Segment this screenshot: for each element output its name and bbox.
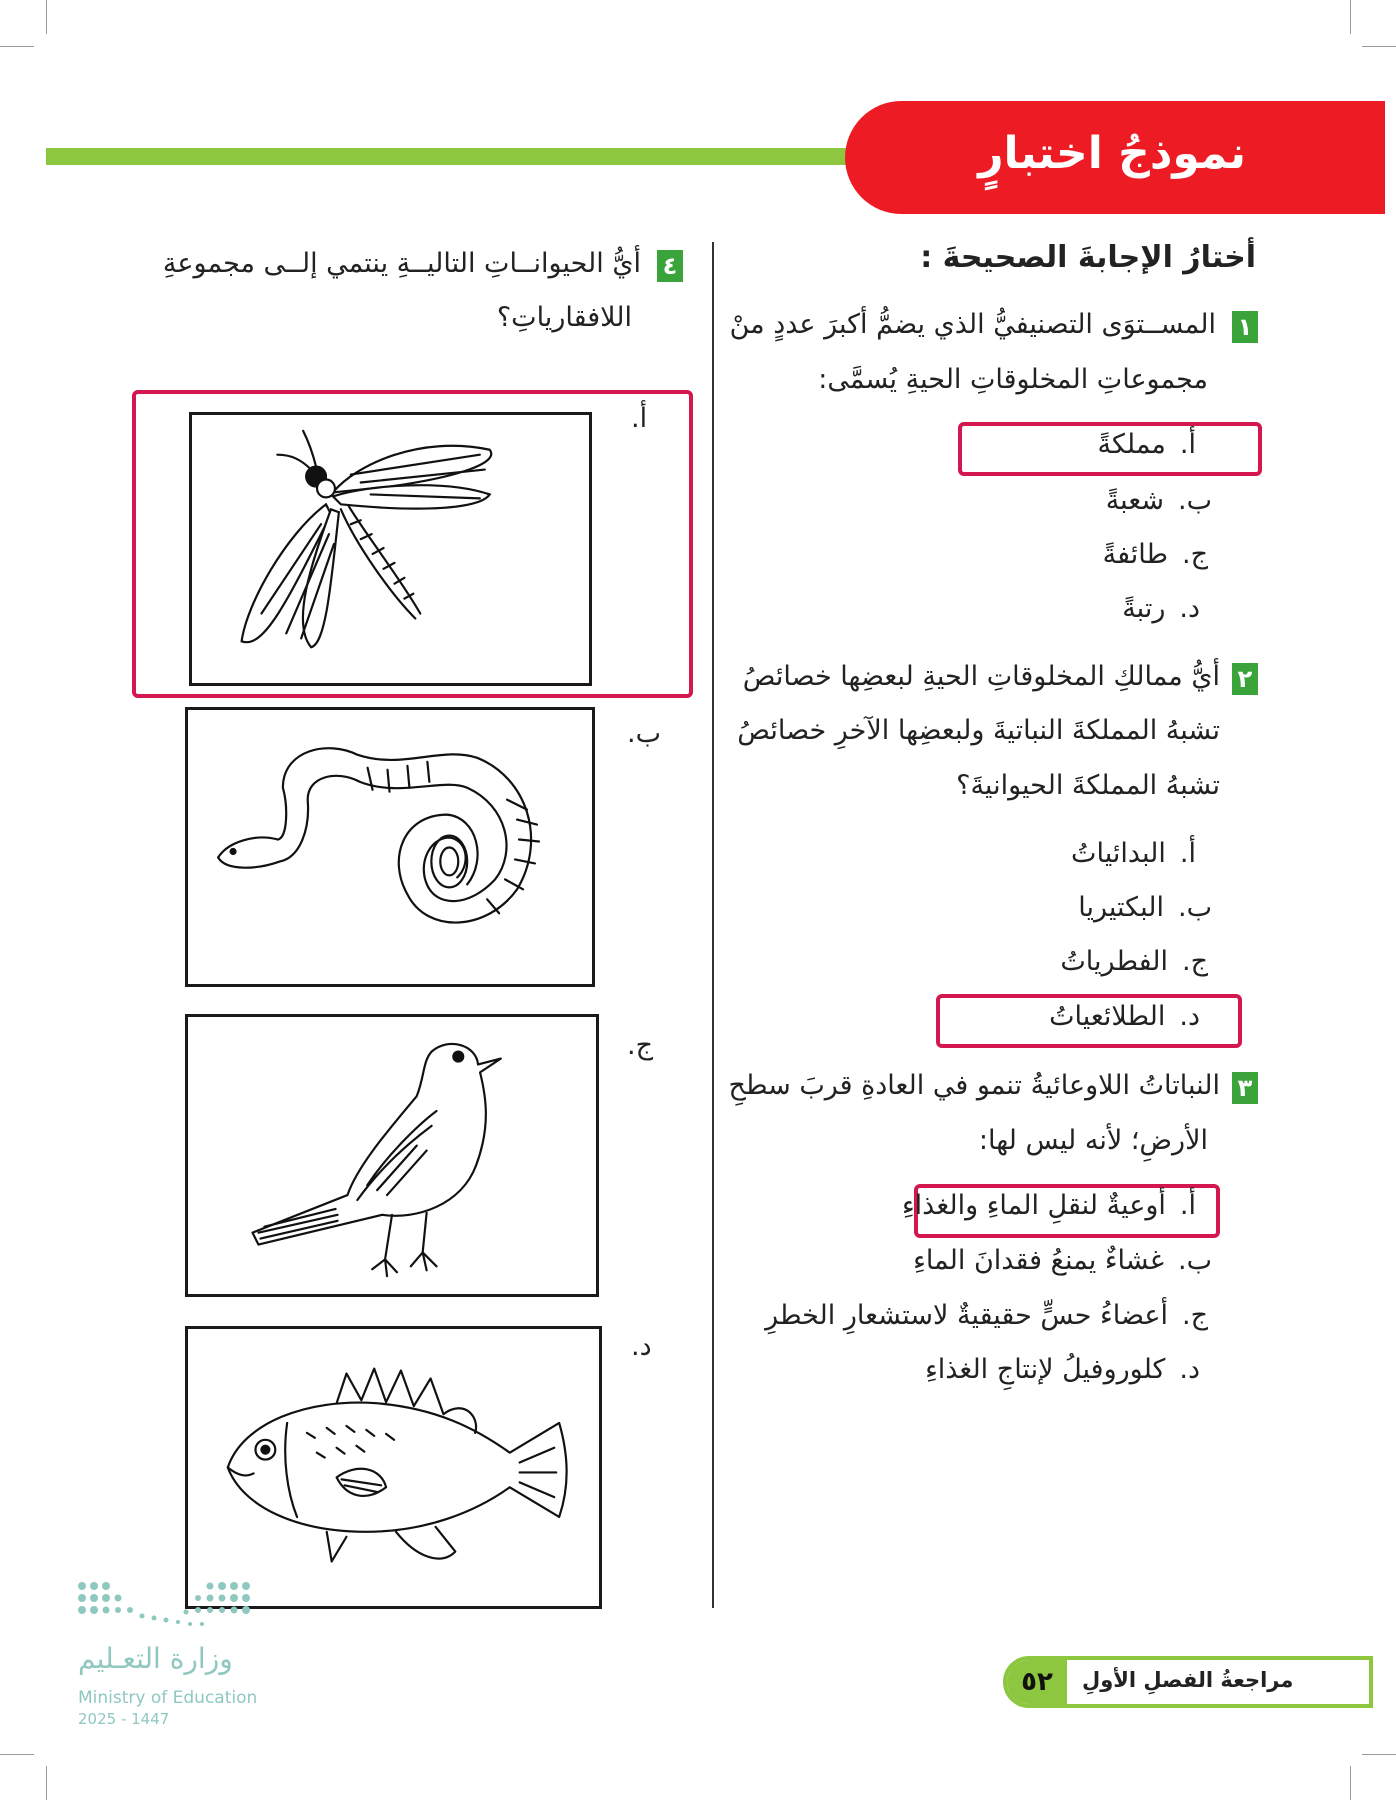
question-text: أيُّ الحيوانــاتِ التاليــةِ ينتمي إلــى مجموعةِ: [162, 248, 641, 279]
choice-text: البدائياتُ: [1071, 838, 1166, 869]
crop-mark: [46, 1766, 47, 1800]
choice-2c[interactable]: [1060, 946, 1208, 977]
choice-letter: د.: [1179, 1001, 1200, 1032]
ministry-logo-icon: [76, 1580, 252, 1630]
choice-1d[interactable]: [1122, 593, 1200, 624]
image-choice-b[interactable]: [185, 707, 595, 987]
choice-text: الطلائعياتُ: [1049, 1001, 1166, 1032]
choice-letter: ج.: [1181, 539, 1208, 570]
image-choice-c[interactable]: [185, 1014, 599, 1297]
question-text: مجموعاتِ المخلوقاتِ الحيةِ يُسمَّى:: [818, 364, 1208, 395]
question-text: تشبهُ المملكةَ النباتيةَ ولبعضِها الآخرِ خصائصُ: [737, 715, 1220, 746]
instructions-heading: أختارُ الإجابةَ الصحيحةَ :: [920, 240, 1256, 275]
crop-mark: [1362, 46, 1396, 47]
choice-letter: د.: [1179, 593, 1200, 624]
choice-letter: ب.: [1177, 485, 1212, 516]
choice-letter: ج.: [1181, 946, 1208, 977]
choice-text: أعضاءُ حسٍّ حقيقيةٌ لاستشعارِ الخطرِ: [765, 1300, 1168, 1331]
page-title: نموذجُ اختبارٍ: [978, 128, 1246, 179]
choice-2a[interactable]: [1071, 838, 1196, 869]
choice-text: الفطرياتُ: [1060, 946, 1168, 977]
choice-text: غشاءٌ يمنعُ فقدانَ الماءِ: [913, 1245, 1164, 1276]
choice-3d[interactable]: [925, 1354, 1200, 1385]
crop-mark: [0, 1754, 34, 1755]
choice-text: مملكةً: [1097, 429, 1166, 460]
snake-icon: [188, 710, 592, 984]
choice-1a[interactable]: [1098, 429, 1197, 460]
question-number-badge: ٣: [1232, 1072, 1258, 1104]
choice-letter: أ.: [1179, 429, 1196, 460]
choice-text: كلوروفيلُ لإنتاجِ الغذاءِ: [925, 1354, 1166, 1385]
ministry-name-english: Ministry of Education: [78, 1688, 258, 1708]
choice-letter: أ.: [1179, 838, 1196, 869]
choice-letter: ج.: [1181, 1300, 1208, 1331]
crop-mark: [1350, 0, 1351, 34]
choice-text: طائفةً: [1102, 539, 1168, 570]
column-divider: [712, 242, 714, 1608]
header-rule: [46, 148, 866, 165]
image-choice-a[interactable]: [189, 412, 592, 686]
image-choice-letter: د.: [631, 1331, 652, 1362]
choice-2b[interactable]: [1078, 892, 1212, 923]
crop-mark: [1362, 1754, 1396, 1755]
choice-3c[interactable]: [765, 1300, 1208, 1331]
question-text: اللافقارياتِ؟: [496, 302, 632, 333]
choice-text: رتبةً: [1122, 593, 1166, 624]
choice-1c[interactable]: [1103, 539, 1208, 570]
ministry-year: 2025 - 1447: [78, 1710, 170, 1728]
choice-letter: أ.: [1179, 1190, 1196, 1221]
question-text: أيُّ ممالكِ المخلوقاتِ الحيةِ لبعضِها خصائصُ: [742, 661, 1220, 692]
image-choice-d[interactable]: [185, 1326, 602, 1609]
choice-text: شعبةً: [1105, 485, 1164, 516]
choice-letter: ب.: [1177, 892, 1212, 923]
choice-text: أوعيةٌ لنقلِ الماءِ والغذاءِ: [901, 1190, 1166, 1221]
choice-letter: ب.: [1177, 1245, 1212, 1276]
image-choice-letter: ب.: [627, 718, 662, 749]
choice-text: البكتيريا: [1078, 892, 1164, 923]
ministry-name-arabic: وزارة التعـليم: [78, 1642, 233, 1675]
crop-mark: [46, 0, 47, 34]
dragonfly-icon: [192, 415, 589, 683]
footer-section-title: مراجعةُ الفصلِ الأولِ: [1082, 1668, 1294, 1692]
question-text: المســتوَى التصنيفيُّ الذي يضمُّ أكبرَ عددٍ منْ: [729, 309, 1216, 340]
question-number-badge: ١: [1232, 311, 1258, 343]
choice-letter: د.: [1179, 1354, 1200, 1385]
question-number-badge: ٢: [1232, 663, 1258, 695]
choice-2d[interactable]: [1049, 1001, 1200, 1032]
crop-mark: [0, 46, 34, 47]
image-choice-letter: أ.: [631, 403, 648, 434]
choice-3b[interactable]: [913, 1245, 1212, 1276]
page-number: ٥٢: [1007, 1660, 1067, 1704]
crop-mark: [1350, 1766, 1351, 1800]
question-text: الأرضِ؛ لأنه ليس لها:: [978, 1125, 1208, 1156]
question-number-badge: ٤: [657, 250, 683, 282]
choice-3a[interactable]: [902, 1190, 1196, 1221]
fish-icon: [188, 1329, 599, 1606]
image-choice-letter: ج.: [627, 1030, 654, 1061]
bird-icon: [188, 1017, 596, 1294]
question-text: تشبهُ المملكةَ الحيوانيةَ؟: [956, 770, 1220, 801]
question-text: النباتاتُ اللاوعائيةُ تنمو في العادةِ قربَ سطحِ: [728, 1070, 1220, 1101]
choice-1b[interactable]: [1106, 485, 1212, 516]
